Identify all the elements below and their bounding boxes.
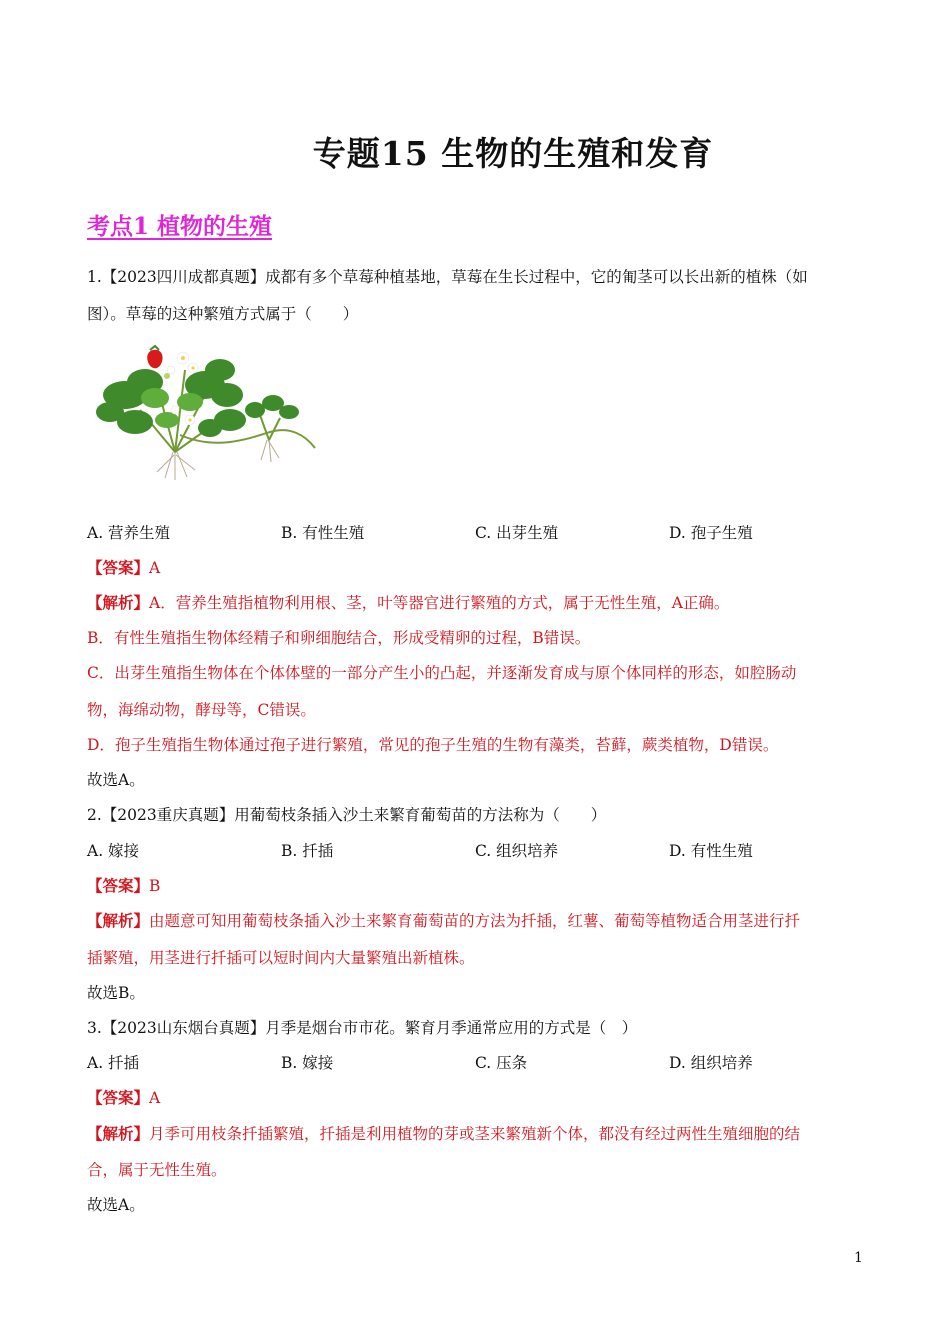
q3-stem: 3.【2023山东烟台真题】月季是烟台市市花。繁育月季通常应用的方式是（ ） [87,1019,638,1037]
q3-answer-label: 【答案】 [87,1088,150,1107]
q2-option-c[interactable]: C. 组织培养 [475,842,559,860]
q1-explain-text1: A．营养生殖指植物利用根、茎，叶等器官进行繁殖的方式，属于无性生殖，A正确。 [149,594,730,612]
q3-option-b[interactable]: B. 嫁接 [281,1054,334,1072]
q1-stem-line2: 图）。草莓的这种繁殖方式属于（ ） [87,305,359,323]
q1-explain-line2: B．有性生殖指生物体经精子和卵细胞结合，形成受精卵的过程，B错误。 [87,629,591,647]
q2-answer [87,876,867,896]
q2-answer-label: 【答案】 [87,876,150,895]
q1-explain-line1 [87,593,867,613]
page-title: 专题15 生物的生殖和发育 [312,134,714,173]
q1-option-a[interactable]: A. 营养生殖 [87,524,171,542]
q1-option-c[interactable]: C. 出芽生殖 [475,524,559,542]
strawberry-plant-image [95,340,320,482]
q1-explain-label: 【解析】 [87,593,150,612]
q3-option-a[interactable]: A. 扦插 [87,1054,140,1072]
q1-option-b[interactable]: B. 有性生殖 [281,524,365,542]
q3-option-d[interactable]: D. 组织培养 [669,1054,753,1072]
q1-option-d[interactable]: D. 孢子生殖 [669,524,753,542]
section-heading: 考点1 植物的生殖 [87,213,273,240]
q1-answer-label: 【答案】 [87,558,150,577]
q1-conclusion: 故选A。 [87,771,145,789]
q2-answer-value: B [149,877,161,895]
q2-option-b[interactable]: B. 扦插 [281,842,334,860]
q3-option-c[interactable]: C. 压条 [475,1054,528,1072]
q3-explain-text1: 月季可用枝条扦插繁殖，扦插是利用植物的芽或茎来繁殖新个体，都没有经过两性生殖细胞的结 [149,1125,801,1143]
q2-explain-line1 [87,911,867,931]
q3-answer [87,1088,867,1108]
q3-explain-label: 【解析】 [87,1124,150,1143]
q2-option-a[interactable]: A. 嫁接 [87,842,140,860]
q3-answer-value: A [149,1089,161,1107]
q2-stem: 2.【2023重庆真题】用葡萄枝条插入沙土来繁育葡萄苗的方法称为（ ） [87,806,607,824]
q2-explain-text1: 由题意可知用葡萄枝条插入沙土来繁育葡萄苗的方法为扦插，红薯、葡萄等植物适合用茎进行扦 [149,912,801,930]
q1-explain-line3: C．出芽生殖指生物体在个体体壁的一部分产生小的凸起，并逐渐发育成与原个体同样的形态，如腔肠动 [87,664,797,682]
q1-explain-line5: D．孢子生殖指生物体通过孢子进行繁殖，常见的孢子生殖的生物有藻类，苔藓，蕨类植物，D错误。 [87,736,779,754]
q2-explain-label: 【解析】 [87,911,150,930]
q2-option-d[interactable]: D. 有性生殖 [669,842,753,860]
q1-answer [87,558,867,578]
q3-explain-line1 [87,1124,867,1144]
q2-explain-line2: 插繁殖，用茎进行扦插可以短时间内大量繁殖出新植株。 [87,949,475,967]
q2-conclusion: 故选B。 [87,984,145,1002]
q3-conclusion: 故选A。 [87,1196,145,1214]
q1-explain-line4: 物，海绵动物，酵母等，C错误。 [87,701,316,719]
page-number: 1 [854,1250,863,1266]
q3-explain-line2: 合，属于无性生殖。 [87,1161,227,1179]
q1-answer-value: A [149,559,161,577]
q1-stem-line1: 1.【2023四川成都真题】成都有多个草莓种植基地，草莓在生长过程中，它的匍茎可以长出新的植株（如 [87,268,808,286]
